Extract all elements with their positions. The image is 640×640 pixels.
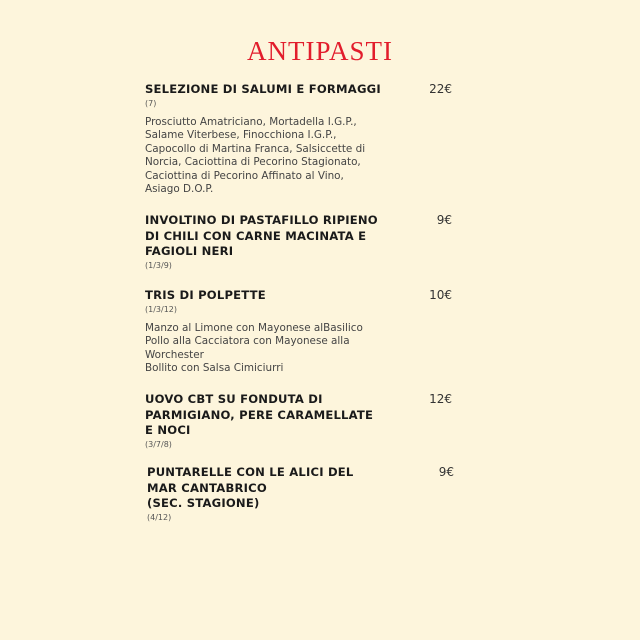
item-name-line: UOVO CBT SU FONDUTA DI [145,392,323,406]
item-price: 10€ [429,288,452,302]
description-line: Bollito con Salsa Cimiciurri [145,362,284,375]
item-name [145,82,395,98]
menu-item [147,465,462,524]
item-price: 9€ [436,213,452,227]
description-line: Norcia, Caciottina di Pecorino Stagionato, [145,156,361,169]
menu-item [145,82,460,197]
item-price: 12€ [429,392,452,406]
description-line: Caciottina di Pecorino Affinato al Vino, [145,169,344,182]
description-line: Pollo alla Cacciatora con Mayonese alla [145,335,350,348]
description-line: Manzo al Limone con Mayonese alBasilico [145,321,363,334]
menu-item [145,288,460,376]
item-name-line: PUNTARELLE CON LE ALICI DEL [147,465,354,479]
item-description [145,322,460,376]
description-line: Asiago D.O.P. [145,183,214,196]
item-name-line: (SEC. STAGIONE) [147,496,260,511]
item-name-line: FAGIOLI NERI [145,244,234,259]
item-allergens: (1/3/12) [145,304,177,314]
item-name [147,465,397,512]
description-line: Prosciutto Amatriciano, Mortadella I.G.P., [145,115,357,128]
description-line: Salame Viterbese, Finocchiona I.G.P., [145,129,337,142]
item-allergens: (7) [145,98,157,108]
item-name [145,288,395,304]
item-name [145,213,395,260]
item-allergens: (3/7/8) [145,439,172,449]
item-name-line: TRIS DI POLPETTE [145,288,266,302]
item-allergens: (1/3/9) [145,260,172,270]
menu-item [145,213,460,272]
item-description [145,116,460,197]
description-line: Capocollo di Martina Franca, Salsiccette di [145,142,366,155]
item-name-line: PARMIGIANO, PERE CARAMELLATE [145,407,374,422]
item-name-line: MAR CANTABRICO [147,480,267,495]
item-name-line: INVOLTINO DI PASTAFILLO RIPIENO [145,213,378,227]
description-line: Worchester [145,348,204,361]
item-name [145,392,395,439]
menu-item [145,392,460,451]
item-price: 22€ [429,82,452,96]
item-name-line: SELEZIONE DI SALUMI E FORMAGGI [145,82,381,96]
item-allergens: (4/12) [147,512,172,522]
item-price: 9€ [438,465,454,479]
item-name-line: E NOCI [145,423,191,438]
section-title: ANTIPASTI [246,36,394,66]
item-name-line: DI CHILI CON CARNE MACINATA E [145,228,367,243]
